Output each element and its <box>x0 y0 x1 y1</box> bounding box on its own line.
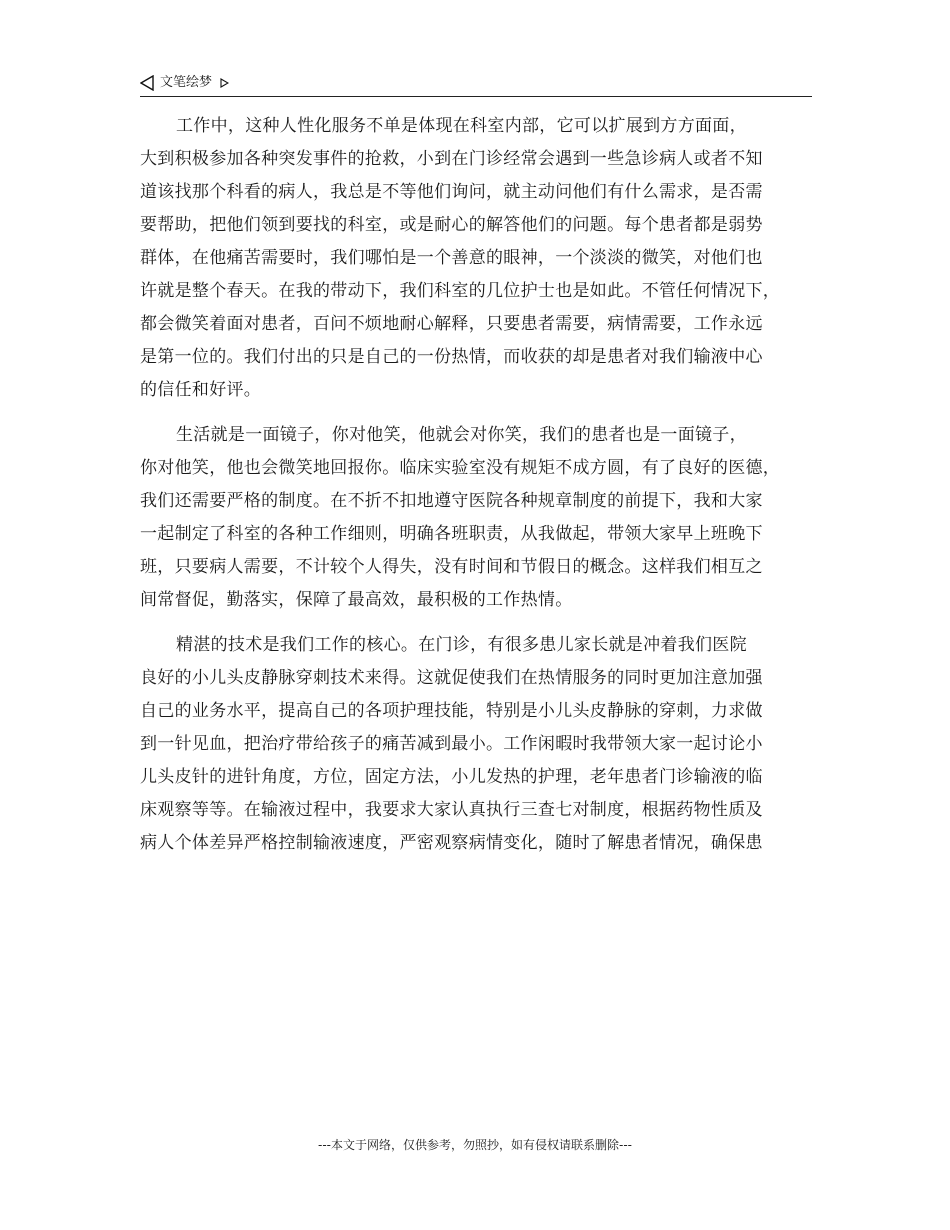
document-header <box>140 72 812 97</box>
header-brand: 文笔绘梦 <box>160 75 213 90</box>
text-line: 工作中，这种人性化服务不单是体现在科室内部，它可以扩展到方方面面， <box>176 116 747 136</box>
text-line: 群体，在他痛苦需要时，我们哪怕是一个善意的眼神，一个淡淡的微笑，对他们也 <box>140 248 763 268</box>
text-line: 一起制定了科室的各种工作细则，明确各班职责，从我做起，带领大家早上班晚下 <box>140 524 763 544</box>
text-line: 的信任和好评。 <box>140 380 262 400</box>
text-line: 儿头皮针的进针角度，方位，固定方法，小儿发热的护理，老年患者门诊输液的临 <box>140 767 763 787</box>
text-line: 间常督促，勤落实，保障了最高效，最积极的工作热情。 <box>140 590 573 610</box>
text-line: 是第一位的。我们付出的只是自己的一份热情，而收获的却是患者对我们输液中心 <box>140 347 763 367</box>
paragraph-3 <box>140 629 820 860</box>
text-line: 良好的小儿头皮静脉穿刺技术来得。这就促使我们在热情服务的同时更加注意加强 <box>140 668 763 688</box>
text-line: 道该找那个科看的病人，我总是不等他们询问，就主动问他们有什么需求，是否需 <box>140 182 763 202</box>
document-body <box>140 110 820 872</box>
text-line: 病人个体差异严格控制输液速度，严密观察病情变化，随时了解患者情况，确保患 <box>140 833 763 853</box>
text-line: 班，只要病人需要，不计较个人得失，没有时间和节假日的概念。这样我们相互之 <box>140 557 763 577</box>
text-line: 自己的业务水平，提高自己的各项护理技能，特别是小儿头皮静脉的穿刺，力求做 <box>140 701 763 721</box>
paragraph-2 <box>140 419 820 617</box>
text-line: 大到积极参加各种突发事件的抢救，小到在门诊经常会遇到一些急诊病人或者不知 <box>140 149 763 169</box>
text-line: 生活就是一面镜子，你对他笑，他就会对你笑，我们的患者也是一面镜子， <box>176 425 747 445</box>
right-triangle-icon <box>220 78 229 88</box>
text-line: 你对他笑，他也会微笑地回报你。临床实验室没有规矩不成方圆，有了良好的医德， <box>140 458 781 478</box>
text-line: 要帮助，把他们领到要找的科室，或是耐心的解答他们的问题。每个患者都是弱势 <box>140 215 763 235</box>
paragraph-1 <box>140 110 820 407</box>
left-triangle-icon <box>140 75 154 91</box>
text-line: 精湛的技术是我们工作的核心。在门诊，有很多患儿家长就是冲着我们医院 <box>176 635 747 655</box>
text-line: 我们还需要严格的制度。在不折不扣地遵守医院各种规章制度的前提下，我和大家 <box>140 491 763 511</box>
text-line: 到一针见血，把治疗带给孩子的痛苦减到最小。工作闲暇时我带领大家一起讨论小 <box>140 734 763 754</box>
footer-disclaimer: ---本文于网络，仅供参考，勿照抄，如有侵权请联系删除--- <box>318 1138 632 1152</box>
text-line: 床观察等等。在输液过程中，我要求大家认真执行三查七对制度，根据药物性质及 <box>140 800 763 820</box>
text-line: 都会微笑着面对患者，百问不烦地耐心解释，只要患者需要，病情需要，工作永远 <box>140 314 763 334</box>
text-line: 许就是整个春天。在我的带动下，我们科室的几位护士也是如此。不管任何情况下， <box>140 281 781 301</box>
